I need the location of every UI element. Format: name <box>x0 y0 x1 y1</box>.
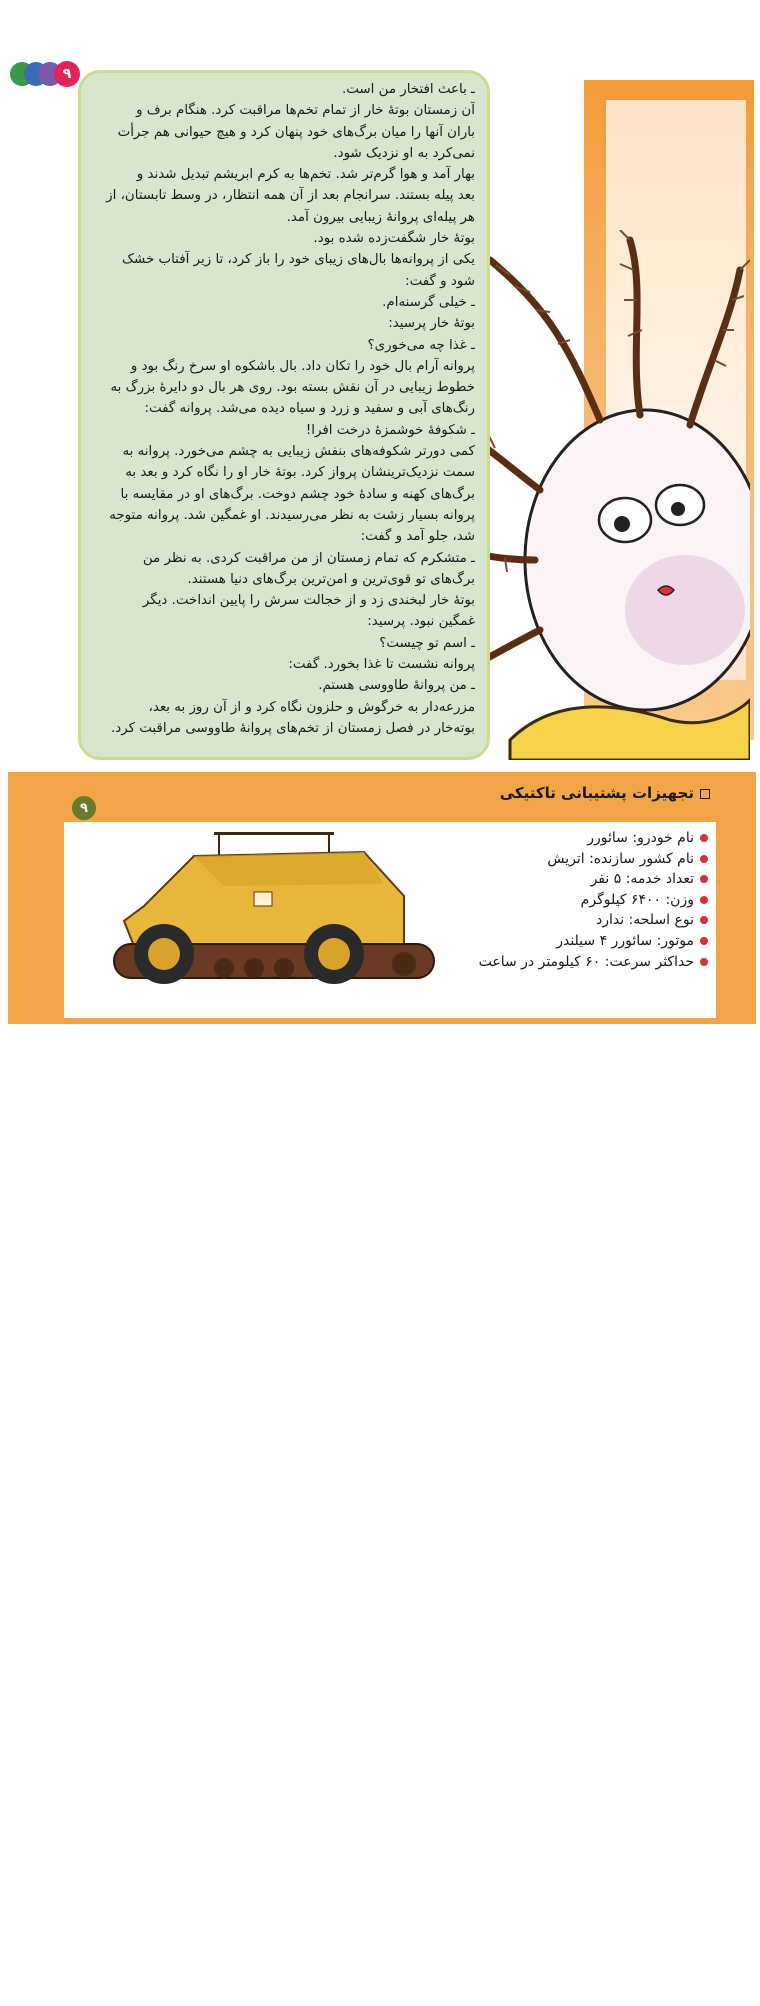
spec-item: وزن: ۶۴۰۰ کیلوگرم <box>428 890 708 911</box>
story-line: ـ خیلی گرسنه‌ام. <box>382 294 475 310</box>
section-title <box>500 784 710 802</box>
spec-item: نام خودرو: سائورر <box>428 828 708 849</box>
story-line: ـ شکوفهٔ خوشمزهٔ درخت افرا! <box>305 422 475 438</box>
story-page <box>0 0 760 760</box>
left-pupil <box>614 516 630 532</box>
spec-item: نوع اسلحه: ندارد <box>428 910 708 931</box>
story-line: پروانه آرام بال خود را تکان داد. بال باشکوه او سرخ رنگ بود و <box>130 358 475 374</box>
story-line: هر پیله‌ای پروانهٔ زیبایی بیرون آمد. <box>286 209 475 225</box>
spec-item: حداکثر سرعت: ۶۰ کیلومتر در ساعت <box>428 952 708 973</box>
story-line: آن زمستان بوتهٔ خار از تمام تخم‌ها مراقبت کرد. هنگام برف و <box>136 103 475 119</box>
section-title-text: تجهیزات پشتیبانی تاکتیکی <box>499 784 694 802</box>
spec-item: تعداد خدمه: ۵ نفر <box>428 869 708 890</box>
bullet-icon <box>700 937 708 945</box>
story-line: بوتهٔ خار پرسید: <box>388 316 475 332</box>
page-badge: ۹ <box>72 796 96 820</box>
story-line: ـ غذا چه می‌خوری؟ <box>367 337 475 353</box>
right-pupil <box>671 502 685 516</box>
bullet-icon <box>700 916 708 924</box>
story-line: بعد پیله بستند. سرانجام بعد از آن همه انتظار، در وسط تابستان، از <box>106 188 475 204</box>
story-line: برگ‌های تو قوی‌ترین و امن‌ترین برگ‌های دنیا هستند. <box>187 571 475 587</box>
bullet-icon <box>700 855 708 863</box>
story-line: سمت نزدیک‌ترینشان پرواز کرد. بوتهٔ خار او را نگاه کرد و بعد به <box>125 465 475 481</box>
story-line: برگ‌های کهنه و سادهٔ خود چشم دوخت. برگ‌های او در مقایسه با <box>120 486 475 502</box>
story-line: مزرعه‌دار به خرگوش و حلزون نگاه کرد و از آن روز به بعد، <box>148 699 475 715</box>
story-line: رنگ‌های آبی و سفید و زرد و سیاه دیده می‌شد. پروانه گفت: <box>144 401 475 417</box>
page-number-dots <box>10 62 82 88</box>
antenna-rail <box>214 832 334 835</box>
page-number: ۹ <box>54 61 80 87</box>
story-line: باران آنها را میان برگ‌های خود پنهان کرد و هیچ حیوانی هم جرأت <box>117 124 475 140</box>
story-line: ـ متشکرم که تمام زمستان از من مراقبت کردی. به نظر من <box>142 550 475 566</box>
story-line: پروانه بسیار زشت به نظر می‌رسیدند. او غمگین شد. پروانه متوجه <box>109 507 475 523</box>
story-line: بهار آمد و هوا گرم‌تر شد. تخم‌ها به کرم ابریشم تبدیل شدند و <box>136 167 475 183</box>
spec-item: موتور: سائورر ۴ سیلندر <box>428 931 708 952</box>
vehicle-specs-list <box>428 828 708 972</box>
story-line: شد، جلو آمد و گفت: <box>360 529 475 545</box>
story-line: ـ من پروانهٔ طاووسی هستم. <box>318 678 475 694</box>
hull-emblem <box>254 892 272 906</box>
story-line: بوتهٔ خار شگفت‌زده شده بود. <box>313 231 475 247</box>
story-line: نمی‌کرد به او نزدیک شود. <box>333 145 475 161</box>
bullet-icon <box>700 875 708 883</box>
story-line: غمگین نبود. پرسید: <box>367 614 475 630</box>
story-line: یکی از پروانه‌ها بال‌های زیبای خود را باز کرد، تا زیر آفتاب خشک <box>122 252 475 268</box>
story-line: خطوط زیبایی در آن نقش بسته بود. روی هر بال دو دایرهٔ بزرگ به <box>110 380 475 396</box>
story-line: ـ باعث افتخار من است. <box>342 82 475 97</box>
story-line: ـ اسم تو چیست؟ <box>379 635 475 651</box>
story-line: بوته‌خار در فصل زمستان از تخم‌های پروانهٔ طاووسی مراقبت کرد. <box>110 720 475 736</box>
bullet-icon <box>700 896 708 904</box>
bullet-icon <box>700 834 708 842</box>
bullet-icon <box>700 958 708 966</box>
story-line: شود و گفت: <box>405 273 475 289</box>
spec-item: نام کشور سازنده: اتریش <box>428 849 708 870</box>
square-bullet-icon <box>700 789 710 799</box>
story-line: کمی دورتر شکوفه‌های بنفش زیبایی به چشم می‌خورد. پروانه به <box>122 444 475 460</box>
bush-face <box>525 410 750 710</box>
face-shading <box>625 555 745 665</box>
tracked-vehicle-illustration <box>104 826 444 996</box>
story-line: پروانه نشست تا غذا بخورد. گفت: <box>288 657 475 673</box>
ground <box>510 700 750 760</box>
story-text-panel <box>78 70 490 760</box>
story-line: بوتهٔ خار لبخندی زد و از خجالت سرش را پایین انداخت. دیگر <box>142 593 475 609</box>
